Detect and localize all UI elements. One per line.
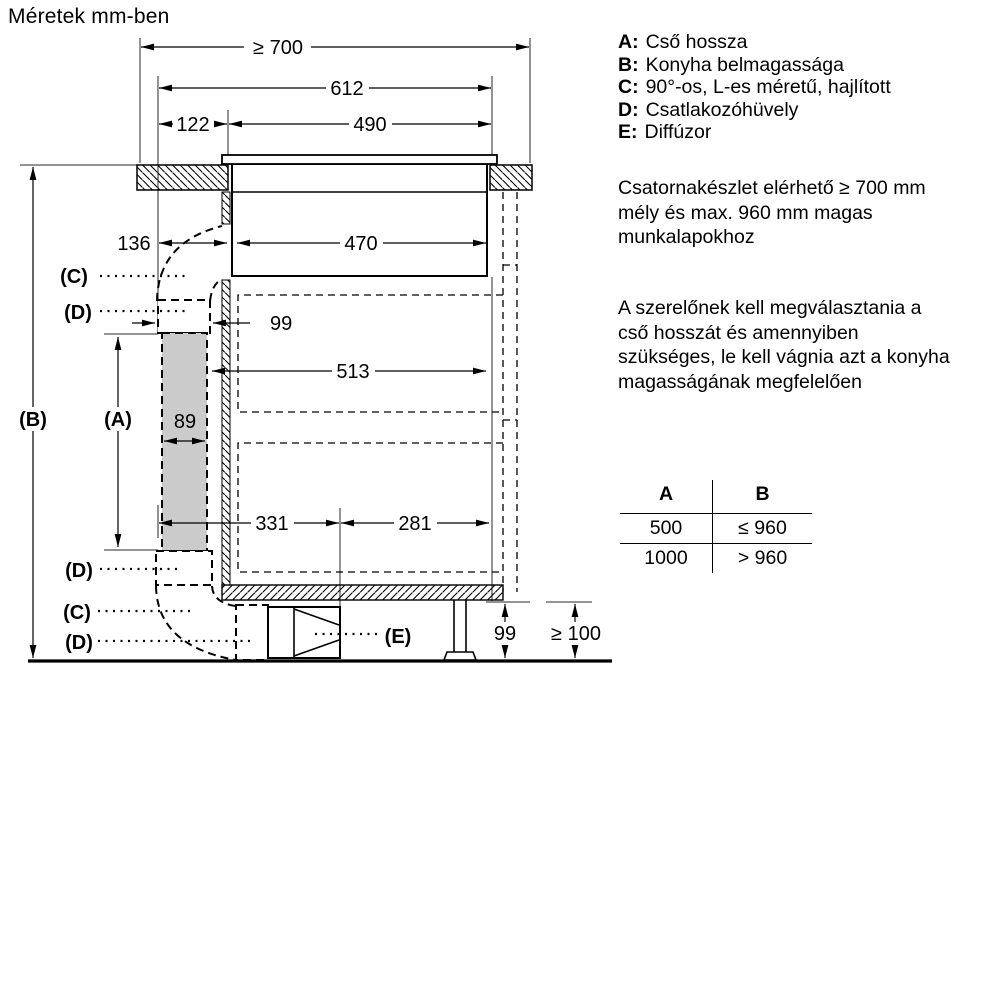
legend-key-b: B:: [618, 53, 639, 76]
dim-duct-width: 89: [173, 411, 197, 433]
legend-item-c: [618, 76, 891, 99]
legend-text-c: 90°-os, L-es méretű, hajlított: [645, 76, 891, 99]
table-cell-a2: 1000: [620, 544, 713, 574]
parts-legend: [618, 31, 891, 144]
duct-tube: [162, 333, 207, 551]
table-header-b: B: [755, 483, 770, 505]
note-installer: A szerelőnek kell megválasztania a cső hosszát és amennyiben szükséges, le kell vágnia azt a konyha magasságának megfelelően: [618, 297, 950, 393]
dim-plinth-height: 99: [493, 623, 517, 645]
table-cell-a1: 500: [620, 514, 713, 544]
dim-plinth-left: 331: [255, 513, 289, 535]
table-header-a: A: [620, 480, 713, 514]
legend-item-a: [618, 31, 891, 54]
bend-upper-outer: [157, 226, 222, 301]
dim-rear-gap: 136: [117, 233, 151, 255]
legend-text-e: Diffúzor: [644, 121, 712, 144]
dim-drawer-depth: 513: [336, 361, 370, 383]
dim-cutout-width: 490: [353, 114, 387, 136]
legend-key-e: E:: [618, 121, 638, 144]
table-row: [620, 514, 812, 544]
hob-body: [222, 155, 497, 276]
drawer-outline-lower: [238, 443, 503, 572]
dim-plinth-right: 281: [398, 513, 432, 535]
outlet-stub: [222, 192, 230, 224]
table-header-row: [620, 480, 812, 514]
label-d-mid: (D): [65, 560, 93, 582]
label-d-upper: (D): [64, 302, 92, 324]
table-cell-b1: ≤ 960: [713, 514, 813, 544]
connector-sleeve-plinth: [236, 605, 268, 660]
label-c-lower: (C): [63, 602, 91, 624]
duct-length-table: [620, 480, 812, 573]
dimension-lines: [33, 47, 575, 658]
dim-width-overall: 612: [330, 78, 364, 100]
legend-item-d: [618, 99, 891, 122]
cabinet-back-panel: [222, 280, 230, 585]
legend-text-d: Csatlakozóhüvely: [645, 98, 799, 121]
page-title: Méretek mm-ben: [8, 5, 170, 28]
diffuser: [268, 607, 340, 658]
dim-offset-left: 122: [176, 114, 210, 136]
label-e: (E): [384, 626, 412, 648]
legend-text-a: Cső hossza: [645, 31, 748, 53]
label-b: (B): [19, 409, 47, 431]
dim-hob-body-width: 470: [344, 233, 378, 255]
legend-key-c: C:: [618, 76, 639, 99]
bend-upper-inner: [210, 279, 222, 301]
legend-item-b: [618, 54, 891, 77]
note-availability: Csatornakészlet elérhető ≥ 700 mm mély és max. 960 mm magas munkalapokhoz: [618, 177, 926, 249]
label-c-upper: (C): [60, 266, 88, 288]
legend-key-d: D:: [618, 98, 639, 121]
dim-sleeve-width: 99: [270, 313, 293, 335]
table-cell-b2: > 960: [713, 544, 813, 574]
cabinet-leg: [444, 600, 476, 660]
legend-item-e: [618, 121, 891, 144]
table-row: [620, 544, 812, 574]
connector-sleeve-lower: [156, 551, 212, 585]
label-a: (A): [104, 409, 132, 431]
label-d-lower: (D): [65, 632, 93, 654]
dim-depth-min: ≥ 700: [253, 37, 303, 59]
legend-key-a: A:: [618, 31, 639, 53]
dim-floor-clearance: ≥ 100: [551, 623, 601, 645]
connector-sleeve-upper: [158, 300, 210, 333]
legend-text-b: Konyha belmagassága: [645, 53, 844, 76]
cabinet-bottom-shelf: [222, 585, 503, 600]
hob-top-plate: [222, 155, 497, 164]
